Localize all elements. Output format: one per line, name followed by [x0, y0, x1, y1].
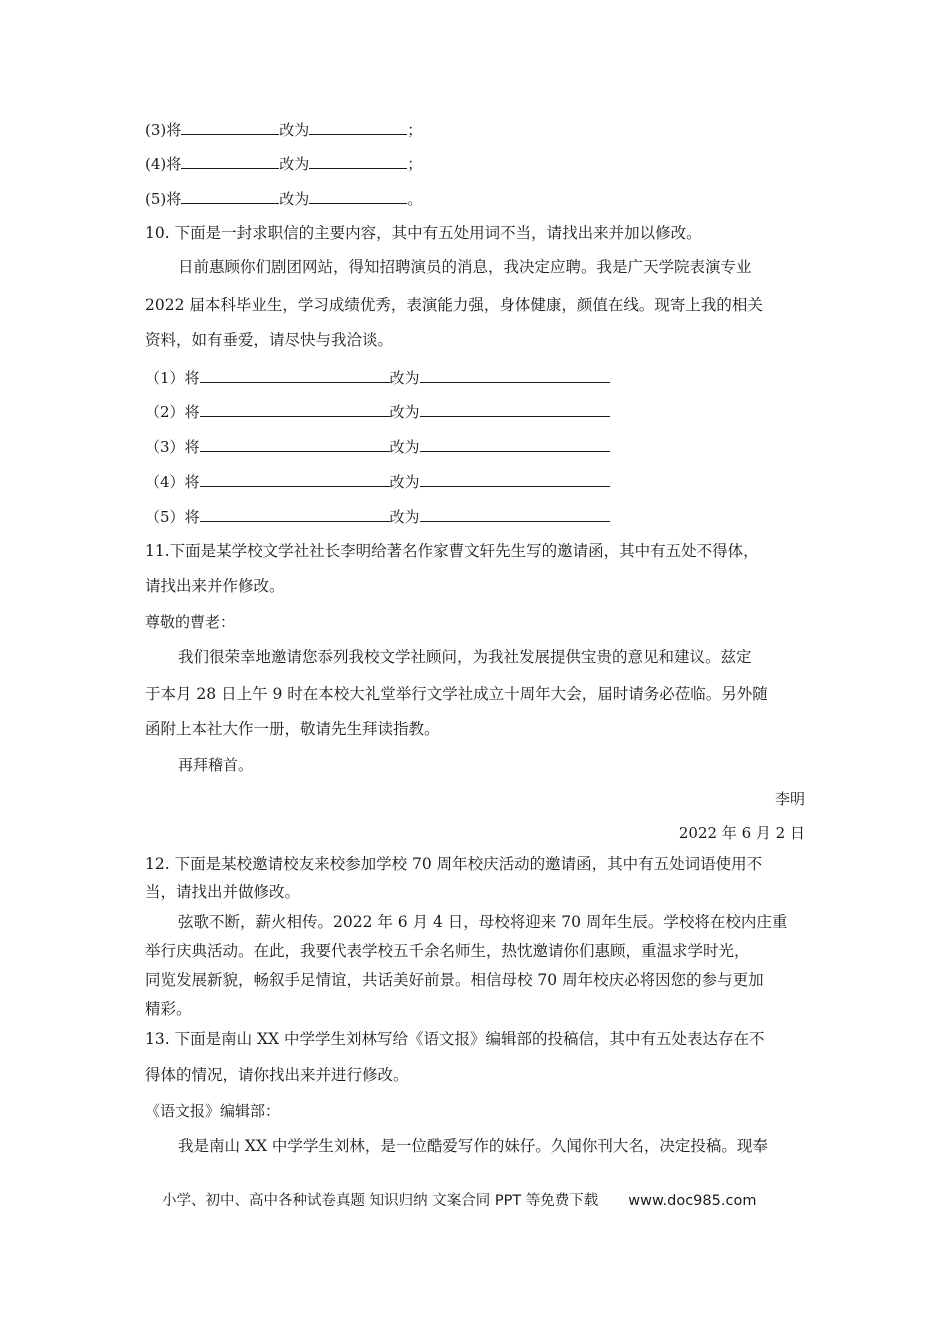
question-13-title: 13. 下面是南山 XX 中学学生刘林写给《语文报》编辑部的投稿信，其中有五处表达存在不 [145, 1030, 765, 1048]
fill-blank-line [145, 118, 805, 141]
fill-blank-line [145, 366, 805, 389]
answer-blank[interactable] [181, 118, 279, 135]
blank-prefix: （5）将 [145, 508, 200, 526]
paragraph-line: 同览发展新貌，畅叙手足情谊，共话美好前景。相信母校 70 周年校庆必将因您的参与更加 [145, 971, 764, 989]
blank-prefix: (3)将 [145, 121, 182, 139]
answer-blank[interactable] [420, 366, 610, 383]
footer-site-link[interactable]: www.doc985.com [628, 1193, 757, 1209]
answer-blank[interactable] [420, 505, 610, 522]
fill-blank-line [145, 470, 805, 493]
blank-middle: 改为 [389, 403, 420, 421]
blank-middle: 改为 [279, 121, 310, 139]
letter-date: 2022 年 6 月 2 日 [678, 824, 805, 842]
blank-middle: 改为 [389, 369, 420, 387]
blank-middle: 改为 [389, 473, 420, 491]
answer-blank[interactable] [309, 187, 407, 204]
letter-closing: 再拜稽首。 [178, 756, 254, 774]
fill-blank-line [145, 400, 805, 423]
answer-blank[interactable] [200, 435, 390, 452]
fill-blank-line [145, 152, 805, 175]
answer-blank[interactable] [420, 435, 610, 452]
answer-blank[interactable] [200, 366, 390, 383]
fill-blank-line [145, 435, 805, 458]
letter-salutation: 《语文报》编辑部： [145, 1102, 281, 1120]
blank-prefix: （3）将 [145, 438, 200, 456]
paragraph-line: 资料，如有垂爱，请尽快与我洽谈。 [145, 331, 394, 349]
paragraph-line: 我是南山 XX 中学学生刘林，是一位酷爱写作的妹仔。久闻你刊大名，决定投稿。现奉 [178, 1137, 768, 1155]
question-10-title: 10. 下面是一封求职信的主要内容，其中有五处用词不当，请找出来并加以修改。 [145, 224, 702, 242]
blank-end: 。 [407, 190, 423, 208]
answer-blank[interactable] [200, 400, 390, 417]
question-12-title-cont: 当，请找出并做修改。 [145, 883, 301, 901]
answer-blank[interactable] [200, 505, 390, 522]
blank-prefix: （4）将 [145, 473, 200, 491]
paragraph-line: 我们很荣幸地邀请您忝列我校文学社顾问，为我社发展提供宝贵的意见和建议。兹定 [178, 648, 752, 666]
blank-middle: 改为 [279, 190, 310, 208]
question-11-title-cont: 请找出来并作修改。 [145, 577, 285, 595]
answer-blank[interactable] [420, 470, 610, 487]
answer-blank[interactable] [309, 152, 407, 169]
blank-prefix: （1）将 [145, 369, 200, 387]
paragraph-line: 函附上本社大作一册，敬请先生拜读指教。 [145, 720, 440, 738]
fill-blank-line [145, 505, 805, 528]
question-12-title: 12. 下面是某校邀请校友来校参加学校 70 周年校庆活动的邀请函，其中有五处词语使用不 [145, 855, 763, 873]
question-11-title: 11.下面是某学校文学社社长李明给著名作家曹文轩先生写的邀请函，其中有五处不得体， [145, 542, 759, 560]
answer-blank[interactable] [309, 118, 407, 135]
letter-salutation: 尊敬的曹老： [145, 613, 236, 631]
blank-end: ； [407, 121, 423, 139]
paragraph-line: 精彩。 [145, 1000, 192, 1018]
blank-end: ； [407, 155, 423, 173]
fill-blank-line [145, 187, 805, 210]
paragraph-line: 2022 届本科毕业生，学习成绩优秀，表演能力强，身体健康，颜值在线。现寄上我的相关 [145, 296, 763, 314]
answer-blank[interactable] [420, 400, 610, 417]
footer-text: 小学、初中、高中各种试卷真题 知识归纳 文案合同 PPT 等免费下载 [162, 1193, 599, 1209]
blank-middle: 改为 [389, 508, 420, 526]
paragraph-line: 日前惠顾你们剧团网站，得知招聘演员的消息，我决定应聘。我是广天学院表演专业 [178, 258, 752, 276]
answer-blank[interactable] [200, 470, 390, 487]
blank-prefix: (4)将 [145, 155, 182, 173]
page-footer [162, 1190, 802, 1212]
paragraph-line: 举行庆典活动。在此，我要代表学校五千余名师生，热忱邀请你们惠顾，重温求学时光， [145, 942, 750, 960]
answer-blank[interactable] [181, 152, 279, 169]
paragraph-line: 弦歌不断，薪火相传。2022 年 6 月 4 日，母校将迎来 70 周年生辰。学校将在校内庄重 [178, 913, 788, 931]
answer-blank[interactable] [181, 187, 279, 204]
blank-prefix: （2）将 [145, 403, 200, 421]
letter-signature: 李明 [774, 790, 805, 808]
paragraph-line: 于本月 28 日上午 9 时在本校大礼堂举行文学社成立十周年大会，届时请务必莅临。另外随 [145, 685, 768, 703]
blank-prefix: (5)将 [145, 190, 182, 208]
question-13-title-cont: 得体的情况，请你找出来并进行修改。 [145, 1066, 409, 1084]
blank-middle: 改为 [279, 155, 310, 173]
blank-middle: 改为 [389, 438, 420, 456]
